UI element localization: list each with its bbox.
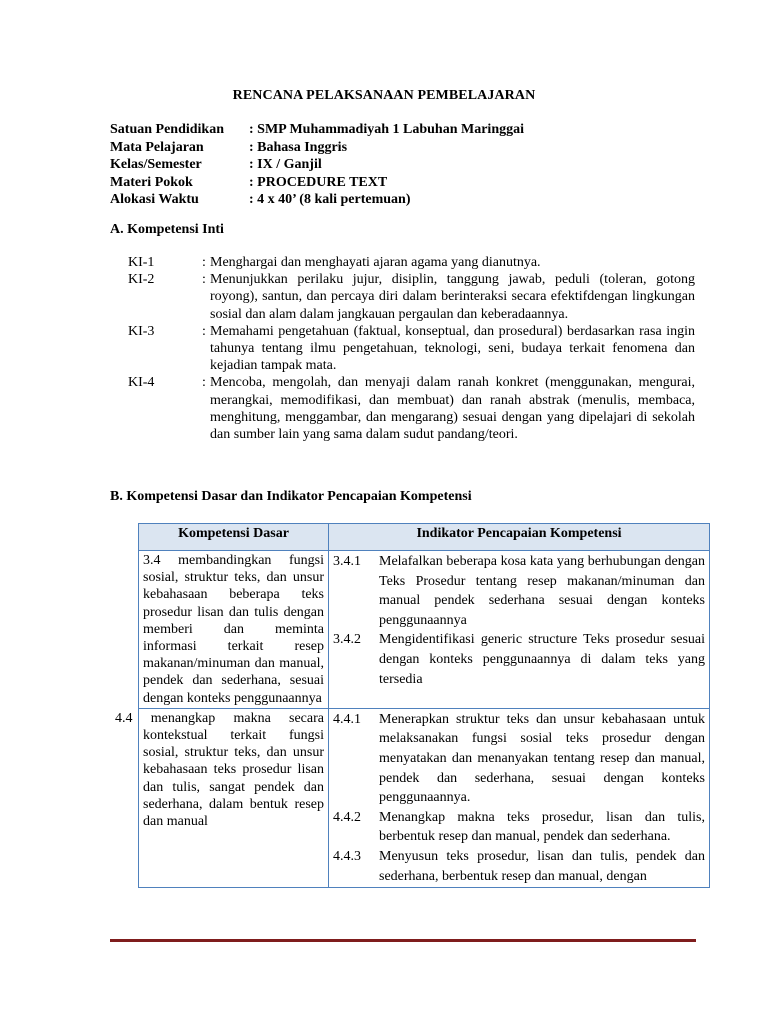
identity-row [110, 175, 524, 193]
indicator-text: Melafalkan beberapa kosa kata yang berhubungan dengan Teks Prosedur tentang resep makanan/minuman dan manual pendek sederhana sesuai dengan konteks penggunaannya [379, 554, 705, 628]
ki-colon: : [202, 272, 206, 288]
indicator-number: 4.4.1 [333, 711, 361, 727]
indicator-item [333, 630, 705, 689]
identity-label: Materi Pokok [110, 174, 193, 190]
ki-code: KI-2 [128, 272, 155, 288]
ki-colon: : [202, 323, 206, 339]
ki-item [128, 323, 695, 375]
indicator-number: 4.4.3 [333, 848, 361, 864]
ki-code: KI-1 [128, 255, 155, 270]
indicator-number: 3.4.2 [333, 632, 361, 648]
table-header-row [139, 524, 710, 551]
section-a-heading: A. Kompetensi Inti [110, 222, 224, 237]
identity-row [110, 157, 524, 175]
identity-row [110, 122, 524, 140]
footer-divider [110, 939, 696, 942]
indicator-item [333, 710, 705, 808]
document-title: RENCANA PELAKSANAAN PEMBELAJARAN [232, 88, 536, 103]
identity-label: Kelas/Semester [110, 157, 202, 172]
indicator-text: Mengidentifikasi generic structure Teks prosedur sesuai dengan konteks penggunaannya di dalam teks yang tersedia [379, 632, 705, 687]
identity-value: : PROCEDURE TEXT [249, 174, 388, 190]
ki-text: Menunjukkan perilaku jujur, disiplin, tanggung jawab, peduli (toleran, gotong royong), santun, dan percaya diri dalam berinteraksi secara efektifdengan lingkungan sosial dan alam dalam jangkauan pergaulan dan keberadaannya. [210, 272, 695, 322]
identity-row [110, 140, 524, 158]
identity-block [110, 122, 524, 210]
kd-cell: 3.4 membandingkan fungsi sosial, struktur teks, dan unsur kebahasaan beberapa teks prosedur lisan dan tulis dengan memberi dan meminta informasi terkait resep makanan/minuman dan manual, pendek dan sederhana, sesuai dengan konteks penggunaannya [139, 551, 329, 709]
competency-table [115, 523, 710, 888]
identity-value: : SMP Muhammadiyah 1 Labuhan Maringgai [249, 122, 524, 137]
identity-row [110, 192, 524, 210]
ki-item [128, 254, 695, 271]
ki-text: Mencoba, mengolah, dan menyaji dalam ranah konkret (menggunakan, mengurai, merangkai, memodifikasi, dan membuat) dan ranah abstrak (menulis, membaca, menghitung, menggambar, dan mengarang) sesuai dengan yang dipelajari di sekolah dan sumber lain yang sama dalam sudut pandang/teori. [210, 375, 695, 443]
identity-value: : Bahasa Inggris [249, 139, 348, 155]
indicator-text: Menerapkan struktur teks dan unsur kebahasaan untuk melaksanakan fungsi sosial teks prosedur dengan menyatakan dan menanyakan tentang resep dan manual, pendek dan sederhana, sesuai dengan konteks penggunaannya. [379, 711, 705, 806]
ki-colon: : [202, 375, 206, 391]
ki-colon: : [202, 255, 206, 270]
table-row [139, 708, 710, 887]
ki-item [128, 271, 695, 323]
indicator-item [333, 808, 705, 847]
indicator-number: 4.4.2 [333, 809, 361, 825]
section-b-heading: B. Kompetensi Dasar dan Indikator Pencapaian Kompetensi [110, 489, 472, 504]
ki-code: KI-4 [128, 375, 155, 391]
table-header-kd: Kompetensi Dasar [139, 524, 329, 551]
identity-value: : IX / Ganjil [249, 157, 322, 172]
ki-text: Memahami pengetahuan (faktual, konseptual, dan prosedural) berdasarkan rasa ingin tahunya tentang ilmu pengetahuan, teknologi, seni, budaya terkait fenomena dan kejadian tampak mata. [210, 323, 695, 374]
indicator-item [333, 552, 705, 630]
ki-code: KI-3 [128, 323, 155, 339]
identity-label: Alokasi Waktu [110, 192, 199, 207]
indicator-item [333, 847, 705, 886]
indicator-cell [329, 551, 710, 709]
identity-value: : 4 x 40’ (8 kali pertemuan) [249, 192, 411, 207]
identity-label: Satuan Pendidikan [110, 122, 224, 137]
indicator-text: Menyusun teks prosedur, lisan dan tulis, pendek dan sederhana, berbentuk resep dan manual, dengan [379, 848, 705, 884]
ki-text: Menghargai dan menghayati ajaran agama yang dianutnya. [210, 255, 541, 270]
ki-item [128, 374, 695, 443]
indicator-number: 3.4.1 [333, 554, 361, 569]
table-row [139, 551, 710, 709]
identity-label: Mata Pelajaran [110, 139, 204, 155]
indicator-cell [329, 708, 710, 887]
indicator-text: Menangkap makna teks prosedur, lisan dan tulis, berbentuk resep dan manual, pendek dan sederhana. [379, 809, 705, 845]
kd-cell: 4.4 menangkap makna secara kontekstual terkait fungsi sosial, struktur teks, dan unsur kebahasaan teks prosedur lisan dan tulis, sangat pendek dan sederhana, dalam bentuk resep dan manual [139, 708, 329, 887]
kompetensi-inti-list [128, 254, 695, 443]
table-header-indicator: Indikator Pencapaian Kompetensi [329, 524, 710, 551]
